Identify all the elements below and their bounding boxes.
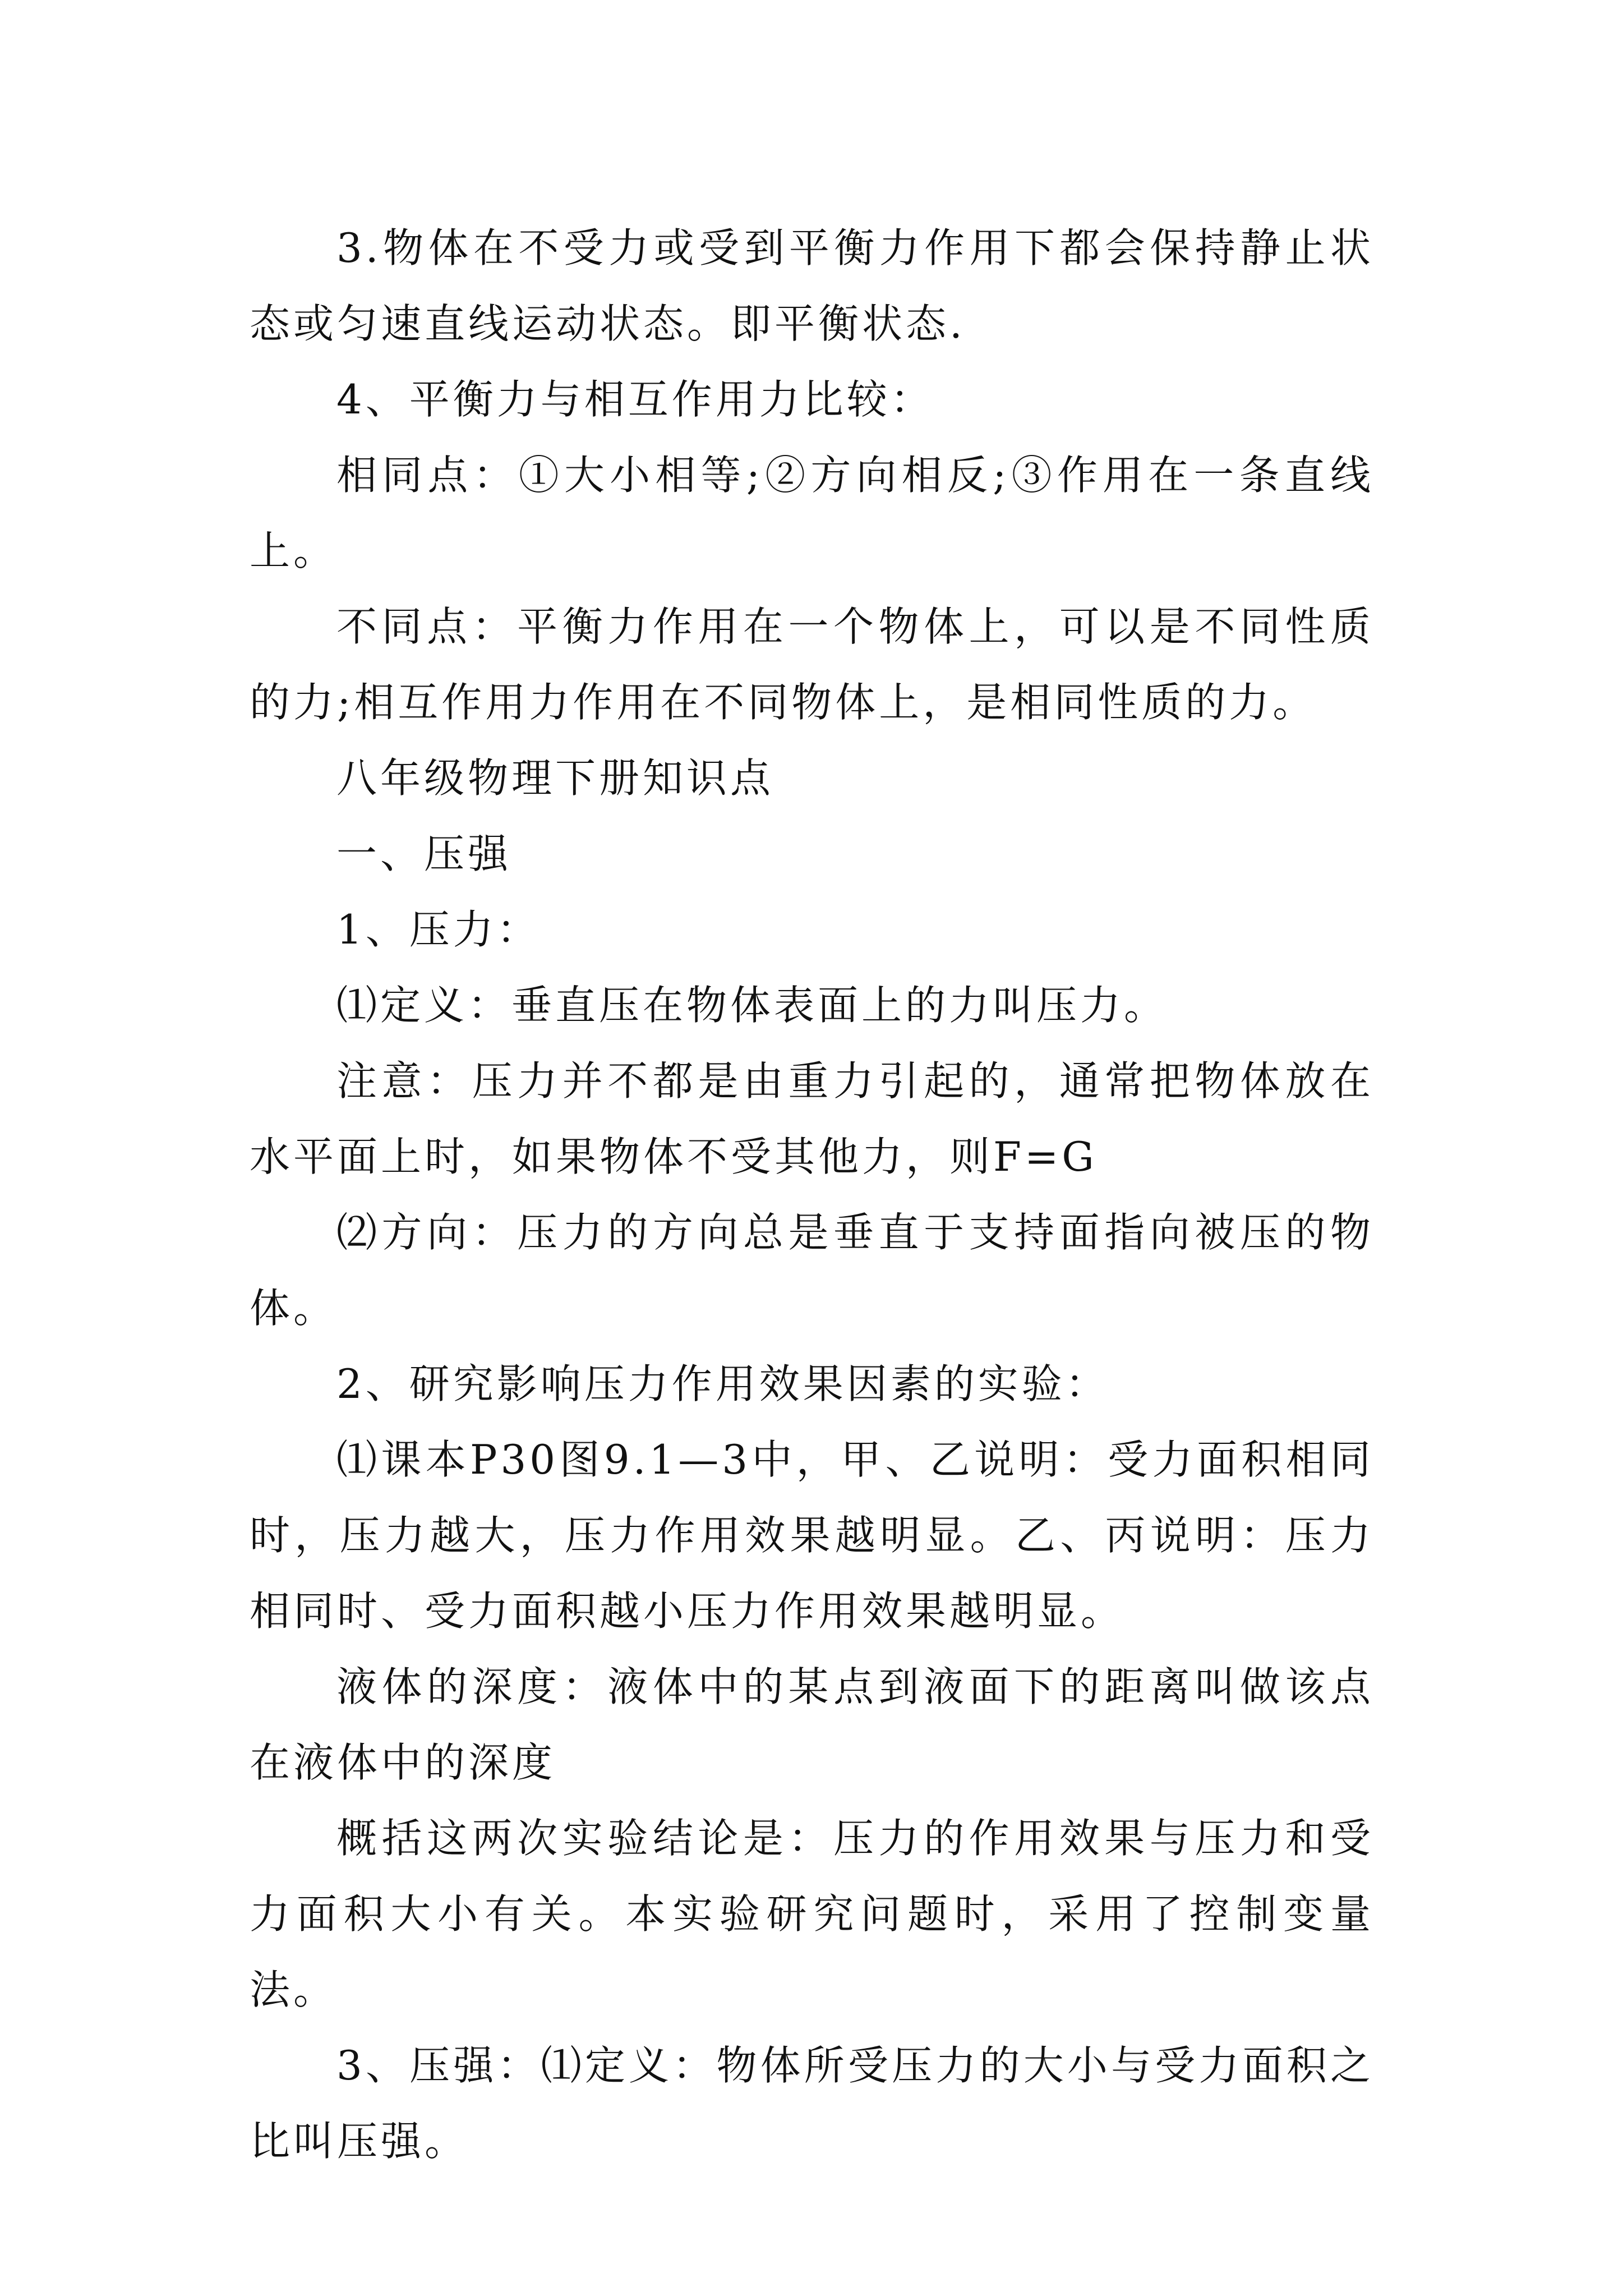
document-body	[250, 210, 1374, 2179]
paragraph-force-comparison: 4、平衡力与相互作用力比较：	[336, 376, 934, 423]
paragraph-direction: ⑵方向：压力的方向总是垂直于支持面指向被压的物体。	[250, 1209, 1374, 1332]
subheading-experiment: 2、研究影响压力作用效果因素的实验：	[336, 1360, 1109, 1407]
paragraph-differences: 不同点：平衡力作用在一个物体上，可以是不同性质的力;相互作用力作用在不同物体上，是相同性质的力。	[250, 603, 1374, 726]
paragraph-balance-state: 3.物体在不受力或受到平衡力作用下都会保持静止状态或匀速直线运动状态。即平衡状态.	[250, 224, 1374, 347]
paragraph-similarities: 相同点：①大小相等;②方向相反;③作用在一条直线上。	[250, 452, 1374, 574]
paragraph-liquid-depth: 液体的深度：液体中的某点到液面下的距离叫做该点在液体中的深度	[250, 1663, 1374, 1786]
subheading-pressure-force: 1、压力：	[336, 906, 541, 953]
paragraph-pressure-definition: 3、压强：⑴定义：物体所受压力的大小与受力面积之比叫压强。	[250, 2042, 1374, 2165]
paragraph-definition: ⑴定义：垂直压在物体表面上的力叫压力。	[336, 982, 1168, 1029]
section-heading: 八年级物理下册知识点	[336, 754, 774, 802]
paragraph-conclusion: 概括这两次实验结论是：压力的作用效果与压力和受力面积大小有关。本实验研究问题时，采用了控制变量法。	[250, 1815, 1374, 2013]
paragraph-textbook-figure: ⑴课本P30图9.1—3中，甲、乙说明：受力面积相同时，压力越大，压力作用效果越明显。乙、丙说明：压力相同时、受力面积越小压力作用效果越明显。	[250, 1436, 1374, 1635]
chapter-heading-pressure: 一、压强	[336, 830, 512, 877]
paragraph-note: 注意：压力并不都是由重力引起的，通常把物体放在水平面上时，如果物体不受其他力，则F=G	[250, 1057, 1374, 1180]
